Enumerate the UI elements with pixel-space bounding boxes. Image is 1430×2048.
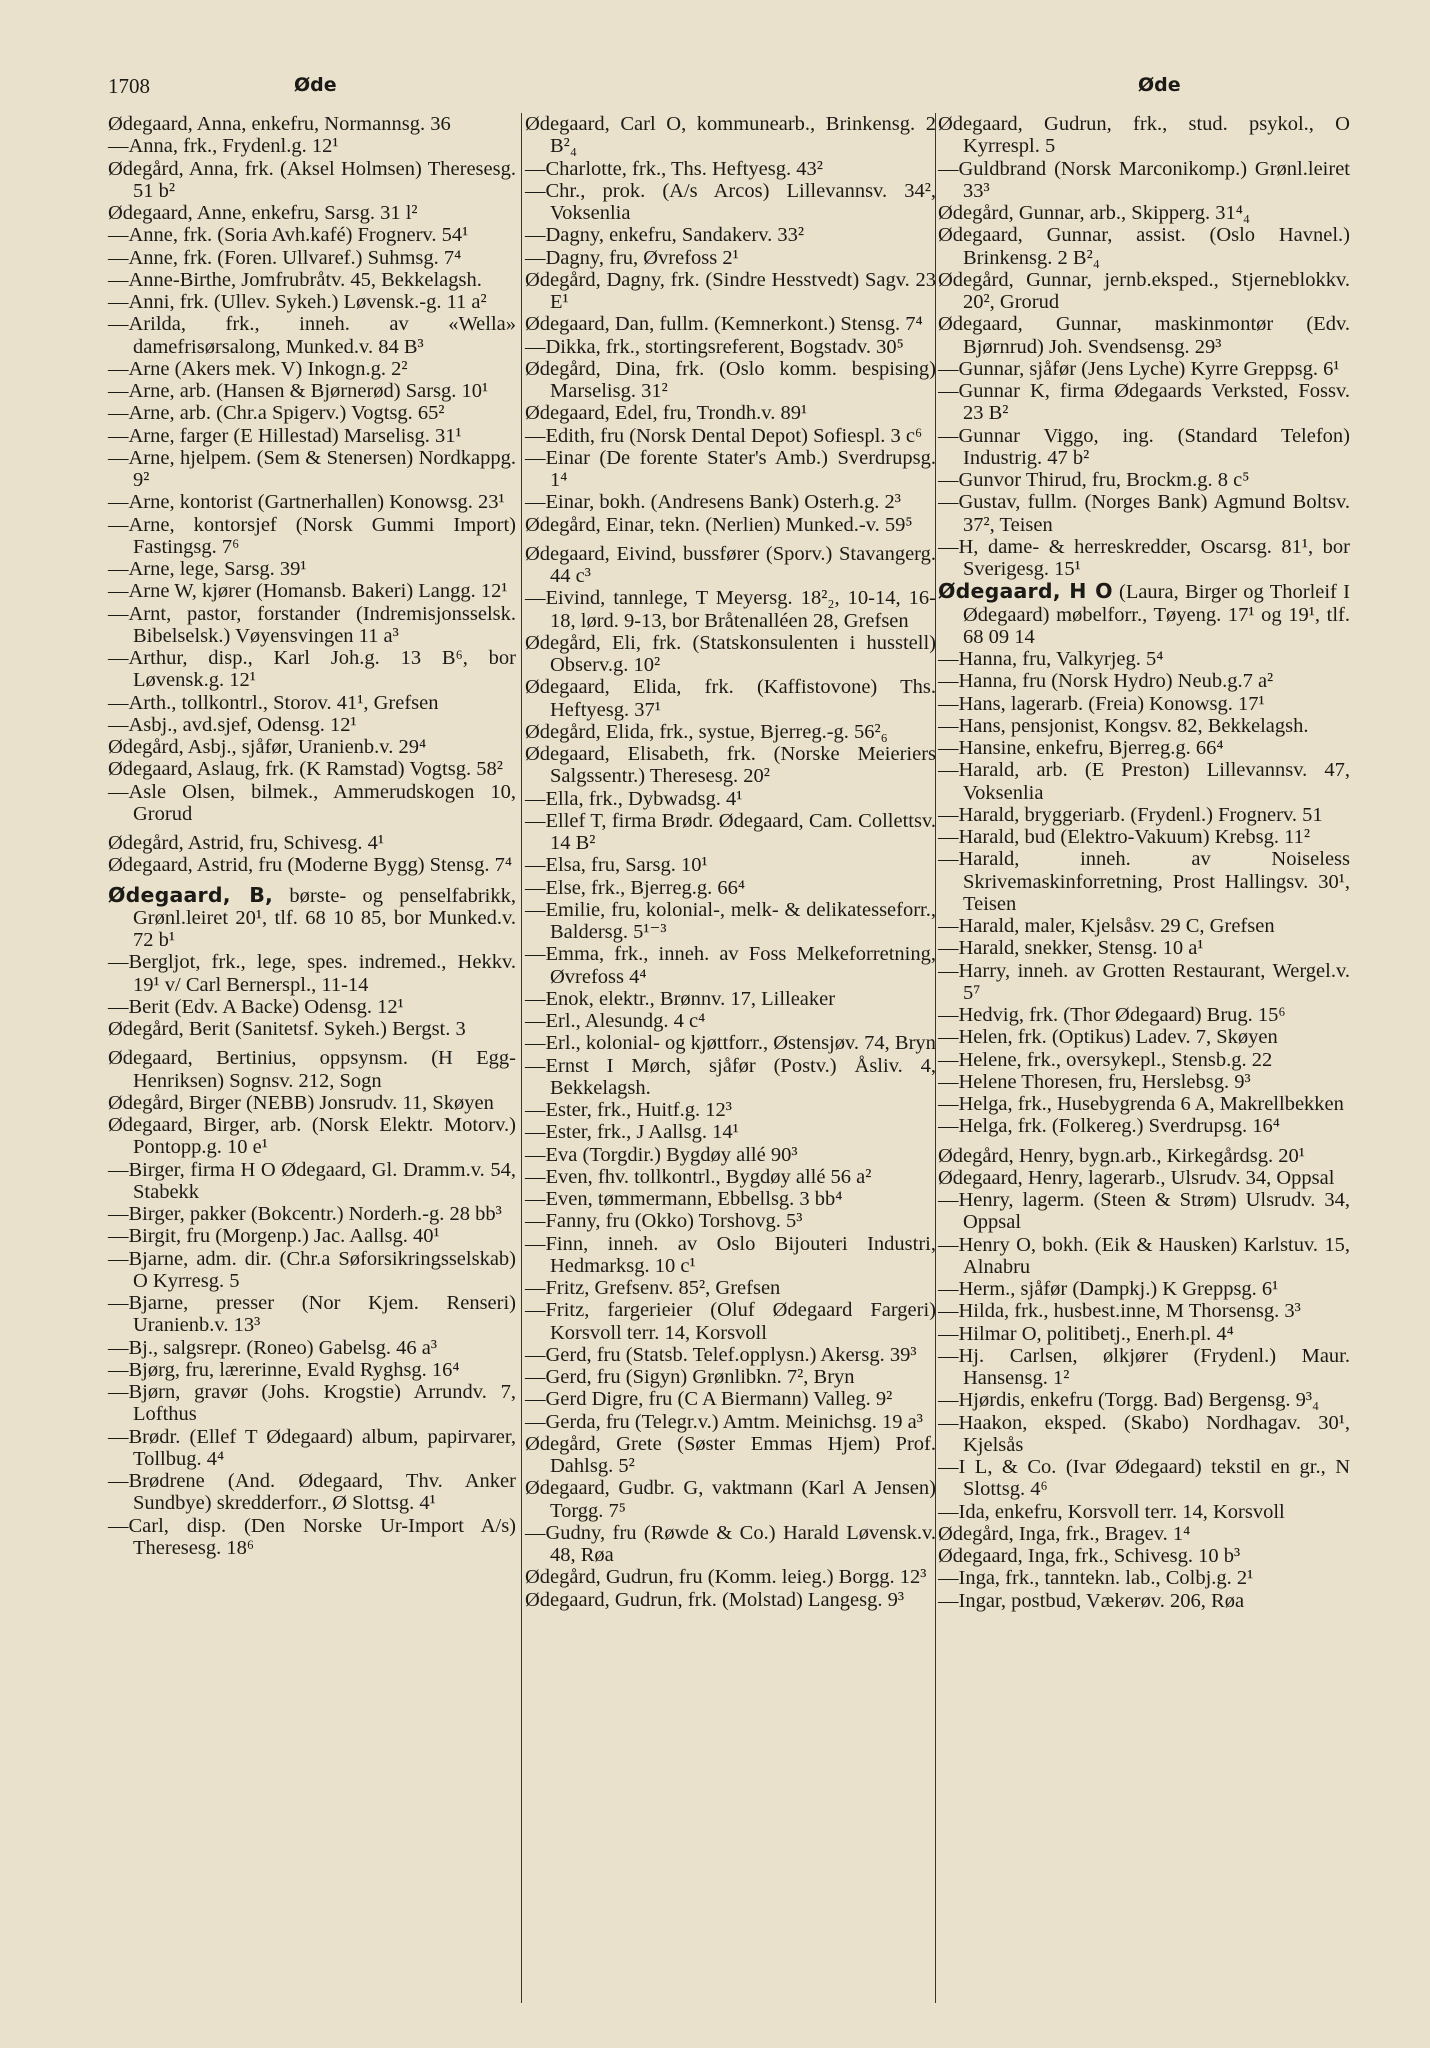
directory-entry: —Einar (De forente Stater's Amb.) Sverdrupsg. 1⁴ bbox=[525, 446, 936, 491]
directory-entry: —Ella, frk., Dybwadsg. 4¹ bbox=[525, 787, 743, 810]
directory-entry: —Gudny, fru (Røwde & Co.) Harald Løvensk.v. 48, Røa bbox=[525, 1521, 936, 1566]
directory-entry: —Helene, frk., oversykepl., Stensb.g. 22 bbox=[938, 1048, 1273, 1071]
directory-entry: —Emilie, fru, kolonial-, melk- & delikatesseforr., Baldersg. 5¹⁻³ bbox=[525, 898, 936, 943]
directory-entry: —Dagny, fru, Øvrefoss 2¹ bbox=[525, 246, 739, 269]
header-keyword-left: Øde bbox=[294, 74, 337, 96]
page-number: 1708 bbox=[108, 74, 150, 98]
directory-entry: —Haakon, eksped. (Skabo) Nordhagav. 30¹, Kjelsås bbox=[938, 1411, 1350, 1456]
directory-entry: —Gerd, fru (Statsb. Telef.opplysn.) Akersg. 39³ bbox=[525, 1343, 917, 1366]
directory-entry: —Dagny, enkefru, Sandakerv. 33² bbox=[525, 224, 805, 247]
directory-column-2 bbox=[525, 113, 936, 1611]
directory-entry: —Arth., tollkontrl., Storov. 41¹, Grefsen bbox=[108, 691, 439, 714]
directory-entry: Ødegård, Anna, frk. (Aksel Holmsen) Theresesg. 51 b² bbox=[108, 157, 516, 202]
directory-entry: Ødegård, Gudrun, fru (Komm. leieg.) Borgg. 12³ bbox=[525, 1566, 927, 1589]
directory-entry: —Henry O, bokh. (Eik & Hausken) Karlstuv. 15, Alnabru bbox=[938, 1233, 1350, 1278]
directory-entry: Ødegård, Berit (Sanitetsf. Sykeh.) Bergst. 3 bbox=[108, 1018, 466, 1040]
directory-entry: —Berit (Edv. A Backe) Odensg. 12¹ bbox=[108, 995, 404, 1018]
directory-entry: Ødegaard, Gudrun, frk. (Molstad) Langesg. 9³ bbox=[525, 1588, 905, 1611]
directory-entry: —Erl., kolonial- og kjøttforr., Østensjøv. 74, Bryn bbox=[525, 1032, 936, 1055]
directory-entry: —Gustav, fullm. (Norges Bank) Agmund Boltsv. 37², Teisen bbox=[938, 491, 1350, 536]
directory-entry: —Erl., Alesundg. 4 c⁴ bbox=[525, 1010, 706, 1032]
directory-entry: —Hilmar O, politibetj., Enerh.pl. 4⁴ bbox=[938, 1322, 1234, 1345]
directory-entry: —Anna, frk., Frydenl.g. 12¹ bbox=[108, 135, 339, 158]
directory-entry: —Elsa, fru, Sarsg. 10¹ bbox=[525, 854, 708, 877]
directory-entry: —Harald, snekker, Stensg. 10 a¹ bbox=[938, 937, 1204, 960]
directory-entry: —Brødrene (And. Ødegaard, Thv. Anker Sundbye) skredderforr., Ø Slottsg. 4¹ bbox=[108, 1470, 516, 1515]
directory-entry: —Emma, frk., inneh. av Foss Melkeforretning, Øvrefoss 4⁴ bbox=[525, 943, 936, 988]
directory-entry: —Asle Olsen, bilmek., Ammerudskogen 10, Grorud bbox=[108, 780, 516, 825]
directory-entry: Ødegaard, H O (Laura, Birger og Thorleif I Ødegaard) møbelforr., Tøyeng. 17¹ og 19¹, tlf. 68 09 14 bbox=[938, 579, 1350, 648]
directory-column-1 bbox=[108, 113, 516, 1559]
directory-entry: —Arne, arb. (Chr.a Spigerv.) Vogtsg. 65² bbox=[108, 402, 445, 425]
directory-entry: Ødegaard, Anne, enkefru, Sarsg. 31 l² bbox=[108, 202, 418, 224]
directory-entry: —Bjarne, adm. dir. (Chr.a Søforsikringsselskab) O Kyrresg. 5 bbox=[108, 1247, 516, 1292]
directory-entry: —Arne, farger (E Hillestad) Marselisg. 31¹ bbox=[108, 424, 462, 447]
directory-entry: —Harry, inneh. av Grotten Restaurant, Wergel.v. 5⁷ bbox=[938, 959, 1350, 1004]
entry-gap bbox=[108, 825, 516, 832]
directory-entry: —Enok, elektr., Brønnv. 17, Lilleaker bbox=[525, 987, 836, 1010]
directory-entry: —Hans, pensjonist, Kongsv. 82, Bekkelagsh. bbox=[938, 714, 1309, 737]
directory-entry: —H, dame- & herreskredder, Oscarsg. 81¹, bor Sverigesg. 15¹ bbox=[938, 535, 1350, 580]
directory-entry: —Ester, frk., J Aallsg. 14¹ bbox=[525, 1121, 739, 1144]
directory-entry: Ødegård, Inga, frk., Bragev. 1⁴ bbox=[938, 1522, 1191, 1545]
directory-entry: —Herm., sjåfør (Dampkj.) K Greppsg. 6¹ bbox=[938, 1278, 1279, 1300]
directory-entry: —Gerd, fru (Sigyn) Grønlibkn. 7², Bryn bbox=[525, 1366, 855, 1388]
directory-entry: —Birger, pakker (Bokcentr.) Norderh.-g. 28 bb³ bbox=[108, 1203, 502, 1225]
directory-entry: —Gunvor Thirud, fru, Brockm.g. 8 c⁵ bbox=[938, 469, 1250, 491]
header-keyword-right: Øde bbox=[1138, 74, 1181, 96]
directory-entry: Ødegård, Eli, frk. (Statskonsulenten i husstell) Observ.g. 10² bbox=[525, 631, 936, 676]
directory-entry: —Harald, inneh. av Noiseless Skrivemaskinforretning, Prost Hallingsv. 30¹, Teisen bbox=[938, 848, 1350, 915]
directory-entry: Ødegård, Astrid, fru, Schivesg. 4¹ bbox=[108, 832, 385, 854]
directory-entry: —Henry, lagerm. (Steen & Strøm) Ulsrudv. 34, Oppsal bbox=[938, 1189, 1350, 1234]
directory-entry: Ødegaard, Inga, frk., Schivesg. 10 b³ bbox=[938, 1545, 1241, 1567]
directory-entry: Ødegaard, Birger, arb. (Norsk Elektr. Motorv.) Pontopp.g. 10 e¹ bbox=[108, 1114, 516, 1159]
entry-gap bbox=[938, 1138, 1350, 1145]
directory-entry: —Charlotte, frk., Ths. Heftyesg. 43² bbox=[525, 157, 823, 180]
directory-entry: —Gerd Digre, fru (C A Biermann) Valleg. 9² bbox=[525, 1388, 893, 1411]
directory-entry: Ødegård, Dagny, frk. (Sindre Hesstvedt) Sagv. 23 E¹ bbox=[525, 268, 936, 313]
directory-entry: —Hanna, fru (Norsk Hydro) Neub.g.7 a² bbox=[938, 670, 1274, 693]
directory-entry: Ødegaard, Bertinius, oppsynsm. (H Egg-Henriksen) Sognsv. 212, Sogn bbox=[108, 1047, 516, 1092]
directory-entry: —Arilda, frk., inneh. av «Wella» damefrisørsalong, Munked.v. 84 B³ bbox=[108, 313, 516, 358]
directory-entry: Ødegaard, Astrid, fru (Moderne Bygg) Stensg. 7⁴ bbox=[108, 854, 512, 877]
directory-entry: Ødegård, Grete (Søster Emmas Hjem) Prof. Dahlsg. 5² bbox=[525, 1432, 936, 1477]
directory-entry: Ødegård, Henry, bygn.arb., Kirkegårdsg. 20¹ bbox=[938, 1144, 1305, 1167]
directory-entry: —Even, tømmermann, Ebbellsg. 3 bb⁴ bbox=[525, 1188, 843, 1210]
directory-entry: —Else, frk., Bjerreg.g. 66⁴ bbox=[525, 876, 746, 899]
directory-entry: —Birgit, fru (Morgenp.) Jac. Aallsg. 40¹ bbox=[108, 1225, 440, 1248]
directory-entry: —Anne, frk. (Foren. Ullvaref.) Suhmsg. 7⁴ bbox=[108, 246, 462, 269]
directory-entry: —Bergljot, frk., lege, spes. indremed., Hekkv. 19¹ v/ Carl Bernerspl., 11-14 bbox=[108, 951, 516, 996]
directory-entry: —Arne, hjelpem. (Sem & Stenersen) Nordkappg. 9² bbox=[108, 446, 516, 491]
directory-entry: —Harald, bryggeriarb. (Frydenl.) Frognerv. 51 bbox=[938, 803, 1323, 826]
directory-entry: —Anne-Birthe, Jomfrubråtv. 45, Bekkelagsh. bbox=[108, 268, 482, 291]
directory-entry: —Hans, lagerarb. (Freia) Konowsg. 17¹ bbox=[938, 692, 1265, 715]
directory-entry: Ødegård, Birger (NEBB) Jonsrudv. 11, Skøyen bbox=[108, 1091, 494, 1114]
entry-gap bbox=[108, 1040, 516, 1047]
directory-entry: —Hedvig, frk. (Thor Ødegaard) Brug. 15⁶ bbox=[938, 1004, 1286, 1026]
directory-entry: —Anne, frk. (Soria Avh.kafé) Frognerv. 54¹ bbox=[108, 224, 469, 247]
directory-entry: —Fritz, fargerieier (Oluf Ødegaard Fargeri) Korsvoll terr. 14, Korsvoll bbox=[525, 1299, 936, 1344]
directory-entry: —Gerda, fru (Telegr.v.) Amtm. Meinichsg. 19 a³ bbox=[525, 1410, 923, 1433]
directory-entry: —Fanny, fru (Okko) Torshovg. 5³ bbox=[525, 1210, 803, 1233]
directory-entry: Ødegaard, Elisabeth, frk. (Norske Meieriers Salgssentr.) Theresesg. 20² bbox=[525, 743, 936, 788]
entry-gap bbox=[525, 536, 936, 543]
directory-entry: —Arne (Akers mek. V) Inkogn.g. 2² bbox=[108, 357, 408, 380]
directory-entry: Ødegaard, Gunnar, maskinmontør (Edv. Bjørnrud) Joh. Svendsensg. 29³ bbox=[938, 313, 1350, 358]
directory-entry: —Eivind, tannlege, T Meyersg. 18²₂, 10-14, 16-18, lørd. 9-13, bor Bråtenalléen 28, Grefsen bbox=[525, 587, 936, 632]
directory-entry: —Finn, inneh. av Oslo Bijouteri Industri, Hedmarksg. 10 c¹ bbox=[525, 1232, 936, 1277]
directory-entry: —Ingar, postbud, Vækerøv. 206, Røa bbox=[938, 1589, 1245, 1612]
directory-entry: —Arne, arb. (Hansen & Bjørnerød) Sarsg. 10¹ bbox=[108, 380, 489, 402]
directory-entry: —Ellef T, firma Brødr. Ødegaard, Cam. Collettsv. 14 B² bbox=[525, 809, 936, 854]
directory-entry: —Edith, fru (Norsk Dental Depot) Sofiespl. 3 c⁶ bbox=[525, 424, 923, 447]
directory-entry: Ødegaard, Gunnar, assist. (Oslo Havnel.) Brinkensg. 2 B²₄ bbox=[938, 224, 1350, 269]
directory-entry: —Gunnar Viggo, ing. (Standard Telefon) Industrig. 47 b² bbox=[938, 424, 1350, 469]
directory-entry: —Harald, arb. (E Preston) Lillevannsv. 47, Voksenlia bbox=[938, 759, 1350, 804]
directory-entry: Ødegaard, Carl O, kommunearb., Brinkensg. 2 B²₄ bbox=[525, 113, 936, 158]
directory-entry: Ødegaard, Aslaug, frk. (K Ramstad) Vogtsg. 58² bbox=[108, 758, 503, 781]
directory-entry: —Even, fhv. tollkontrl., Bygdøy allé 56 a² bbox=[525, 1165, 872, 1188]
directory-entry: —Asbj., avd.sjef, Odensg. 12¹ bbox=[108, 713, 357, 736]
directory-entry: —Chr., prok. (A/s Arcos) Lillevannsv. 34², Voksenlia bbox=[525, 179, 936, 224]
directory-entry: —Bjarne, presser (Nor Kjem. Renseri) Uranienb.v. 13³ bbox=[108, 1292, 516, 1337]
directory-entry: Ødegård, Gunnar, jernb.eksped., Stjerneblokkv. 20², Grorud bbox=[938, 268, 1350, 313]
directory-entry: —Helga, frk. (Folkereg.) Sverdrupsg. 16⁴ bbox=[938, 1115, 1280, 1138]
directory-entry: —Ida, enkefru, Korsvoll terr. 14, Korsvoll bbox=[938, 1500, 1285, 1523]
directory-entry: Ødegaard, Eivind, bussfører (Sporv.) Stavangerg. 44 c³ bbox=[525, 542, 936, 587]
directory-entry: Ødegård, Dina, frk. (Oslo komm. bespising) Marselisg. 31² bbox=[525, 357, 936, 402]
directory-entry: —Dikka, frk., stortingsreferent, Bogstadv. 30⁵ bbox=[525, 335, 904, 358]
directory-entry: —Brødr. (Ellef T Ødegaard) album, papirvarer, Tollbug. 4⁴ bbox=[108, 1425, 516, 1470]
directory-column-3 bbox=[938, 113, 1350, 1612]
directory-entry: —Einar, bokh. (Andresens Bank) Osterh.g. 2³ bbox=[525, 491, 901, 514]
directory-entry: —Arne, kontorsjef (Norsk Gummi Import) Fastingsg. 7⁶ bbox=[108, 513, 516, 558]
directory-entry: Ødegaard, B, børste- og penselfabrikk, Grønl.leiret 20¹, tlf. 68 10 85, bor Munked.v. 72 b¹ bbox=[108, 882, 516, 951]
directory-entry: —Hansine, enkefru, Bjerreg.g. 66⁴ bbox=[938, 737, 1224, 759]
directory-entry: Ødegaard, Henry, lagerarb., Ulsrudv. 34, Oppsal bbox=[938, 1166, 1335, 1189]
directory-entry: —Ernst I Mørch, sjåfør (Postv.) Åsliv. 4, Bekkelagsh. bbox=[525, 1054, 936, 1099]
column-divider bbox=[521, 113, 522, 2003]
directory-entry: —Guldbrand (Norsk Marconikomp.) Grønl.leiret 33³ bbox=[938, 157, 1350, 202]
directory-entry: —Hilda, frk., husbest.inne, M Thorsensg. 3³ bbox=[938, 1300, 1301, 1323]
directory-entry: —Bjørn, gravør (Johs. Krogstie) Arrundv. 7, Lofthus bbox=[108, 1381, 516, 1426]
directory-entry: —Eva (Torgdir.) Bygdøy allé 90³ bbox=[525, 1143, 798, 1166]
directory-entry: —Helene Thoresen, fru, Herslebsg. 9³ bbox=[938, 1070, 1251, 1093]
directory-entry: —Hjørdis, enkefru (Torgg. Bad) Bergensg. 9³₄ bbox=[938, 1389, 1320, 1412]
directory-entry: —Helen, frk. (Optikus) Ladev. 7, Skøyen bbox=[938, 1026, 1278, 1049]
directory-entry: Ødegaard, Edel, fru, Trondh.v. 89¹ bbox=[525, 402, 808, 425]
directory-entry: —Bj., salgsrepr. (Roneo) Gabelsg. 46 a³ bbox=[108, 1336, 437, 1359]
directory-entry: —Arne, lege, Sarsg. 39¹ bbox=[108, 558, 307, 580]
directory-entry: —Anni, frk. (Ullev. Sykeh.) Løvensk.-g. 11 a² bbox=[108, 291, 487, 313]
directory-entry: Ødegård, Gunnar, arb., Skipperg. 31⁴₄ bbox=[938, 202, 1250, 224]
directory-entry: —I L, & Co. (Ivar Ødegaard) tekstil en gr., N Slottsg. 4⁶ bbox=[938, 1456, 1350, 1501]
directory-entry: Ødegaard, Anna, enkefru, Normannsg. 36 bbox=[108, 113, 451, 135]
directory-entry: —Arnt, pastor, forstander (Indremisjonsselsk. Bibelselsk.) Vøyensvingen 11 a³ bbox=[108, 602, 516, 647]
directory-entry: —Gunnar, sjåfør (Jens Lyche) Kyrre Greppsg. 6¹ bbox=[938, 357, 1340, 380]
directory-entry: Ødegaard, Gudbr. G, vaktmann (Karl A Jensen) Torgg. 7⁵ bbox=[525, 1477, 936, 1522]
directory-entry: Ødegård, Elida, frk., systue, Bjerreg.-g. 56²₆ bbox=[525, 720, 888, 743]
directory-entry: —Arne, kontorist (Gartnerhallen) Konowsg. 23¹ bbox=[108, 491, 505, 514]
directory-entry: —Carl, disp. (Den Norske Ur-Import A/s) Theresesg. 18⁶ bbox=[108, 1514, 516, 1559]
directory-entry: —Ester, frk., Huitf.g. 12³ bbox=[525, 1099, 732, 1121]
directory-entry: —Birger, firma H O Ødegaard, Gl. Dramm.v. 54, Stabekk bbox=[108, 1158, 516, 1203]
directory-entry: —Harald, maler, Kjelsåsv. 29 C, Grefsen bbox=[938, 915, 1275, 937]
directory-entry: —Inga, frk., tanntekn. lab., Colbj.g. 2¹ bbox=[938, 1567, 1254, 1590]
directory-entry: Ødegård, Asbj., sjåfør, Uranienb.v. 29⁴ bbox=[108, 736, 427, 758]
directory-entry: —Arthur, disp., Karl Joh.g. 13 B⁶, bor Løvensk.g. 12¹ bbox=[108, 647, 516, 692]
directory-entry: —Helga, frk., Husebygrenda 6 A, Makrellbekken bbox=[938, 1093, 1344, 1115]
directory-entry: —Hj. Carlsen, ølkjører (Frydenl.) Maur. Hansensg. 1² bbox=[938, 1344, 1350, 1389]
page-header bbox=[108, 74, 1356, 104]
directory-entry: Ødegård, Einar, tekn. (Nerlien) Munked.-v. 59⁵ bbox=[525, 513, 913, 536]
directory-entry: —Hanna, fru, Valkyrjeg. 5⁴ bbox=[938, 648, 1164, 670]
directory-entry: —Bjørg, fru, lærerinne, Evald Ryghsg. 16⁴ bbox=[108, 1358, 460, 1381]
directory-entry: —Arne W, kjører (Homansb. Bakeri) Langg. 12¹ bbox=[108, 580, 508, 603]
directory-entry: Ødegaard, Gudrun, frk., stud. psykol., O Kyrrespl. 5 bbox=[938, 113, 1350, 158]
directory-entry: Ødegaard, Dan, fullm. (Kemnerkont.) Stensg. 7⁴ bbox=[525, 313, 923, 336]
directory-entry: —Fritz, Grefsenv. 85², Grefsen bbox=[525, 1277, 781, 1299]
directory-entry: —Gunnar K, firma Ødegaards Verksted, Fossv. 23 B² bbox=[938, 380, 1350, 425]
directory-entry: —Harald, bud (Elektro-Vakuum) Krebsg. 11² bbox=[938, 826, 1311, 848]
directory-entry: Ødegaard, Elida, frk. (Kaffistovone) Ths. Heftyesg. 37¹ bbox=[525, 676, 936, 721]
